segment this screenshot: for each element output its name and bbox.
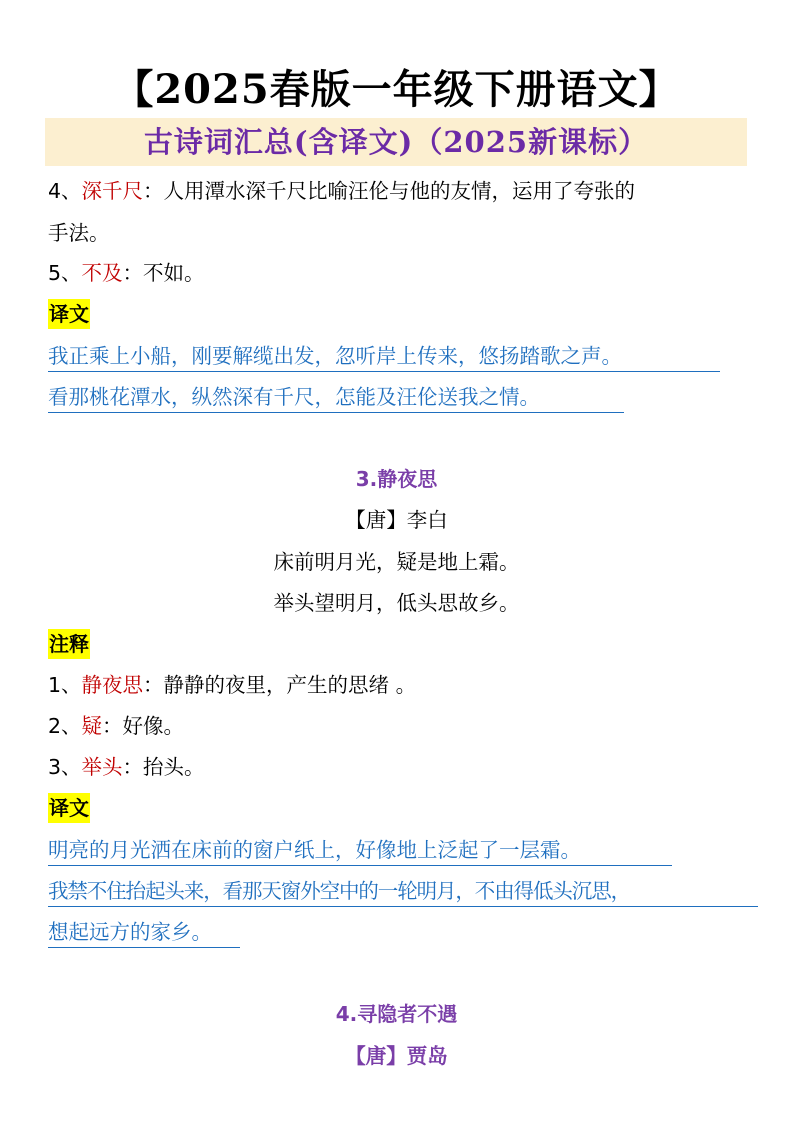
translation-line: 我正乘上小船，刚要解缆出发，忽听岸上传来，悠扬踏歌之声。 bbox=[48, 341, 720, 372]
translation-line: 想起远方的家乡。 bbox=[48, 917, 240, 948]
note-line bbox=[48, 176, 635, 206]
note-number: 5、 bbox=[48, 261, 82, 285]
note-number: 1、 bbox=[48, 673, 82, 697]
note-separator: ： bbox=[143, 673, 164, 697]
note-separator: ： bbox=[122, 755, 144, 779]
poem-author: 【唐】贾岛 bbox=[345, 1044, 448, 1068]
translation-label: 译文 bbox=[48, 793, 90, 823]
note-line bbox=[48, 752, 205, 782]
note-line bbox=[48, 711, 184, 741]
note-line bbox=[48, 258, 205, 288]
note-line bbox=[48, 670, 416, 700]
translation-line: 明亮的月光洒在床前的窗户纸上，好像地上泛起了一层霜。 bbox=[48, 835, 672, 866]
poem-line: 举头望明月，低头思故乡。 bbox=[273, 591, 520, 615]
note-term: 不及 bbox=[81, 261, 123, 285]
note-term: 举头 bbox=[81, 755, 123, 779]
note-number: 4、 bbox=[48, 179, 82, 203]
note-separator: ： bbox=[143, 179, 164, 203]
poem-title: 4.寻隐者不遇 bbox=[335, 1002, 458, 1026]
note-separator: ： bbox=[102, 714, 123, 738]
poem-title: 3.静夜思 bbox=[355, 467, 438, 491]
page-subtitle: 古诗词汇总(含译文)（2025新课标） bbox=[143, 125, 649, 159]
note-number: 2、 bbox=[48, 714, 82, 738]
translation-line: 我禁不住抬起头来，看那天窗外空中的一轮明月，不由得低头沉思， bbox=[48, 876, 758, 907]
note-term: 疑 bbox=[81, 714, 103, 738]
notes-label: 注释 bbox=[48, 629, 90, 659]
note-text: 人用潭水深千尺比喻汪伦与他的友情，运用了夸张的 bbox=[163, 179, 636, 203]
translation-label: 译文 bbox=[48, 299, 90, 329]
note-continuation: 手法。 bbox=[48, 221, 110, 245]
note-term: 深千尺 bbox=[81, 179, 144, 203]
translation-line: 看那桃花潭水，纵然深有千尺，怎能及汪伦送我之情。 bbox=[48, 382, 624, 413]
poem-author: 【唐】李白 bbox=[345, 508, 448, 532]
note-text: 不如。 bbox=[143, 261, 205, 285]
note-text: 抬头。 bbox=[143, 755, 205, 779]
poem-line: 床前明月光，疑是地上霜。 bbox=[273, 550, 520, 574]
note-text: 好像。 bbox=[122, 714, 185, 738]
note-number: 3、 bbox=[48, 755, 82, 779]
page-title: 【2025春版一年级下册语文】 bbox=[113, 66, 680, 113]
note-separator: ： bbox=[122, 261, 144, 285]
note-text: 静静的夜里，产生的思绪 。 bbox=[163, 673, 417, 697]
note-term: 静夜思 bbox=[81, 673, 144, 697]
